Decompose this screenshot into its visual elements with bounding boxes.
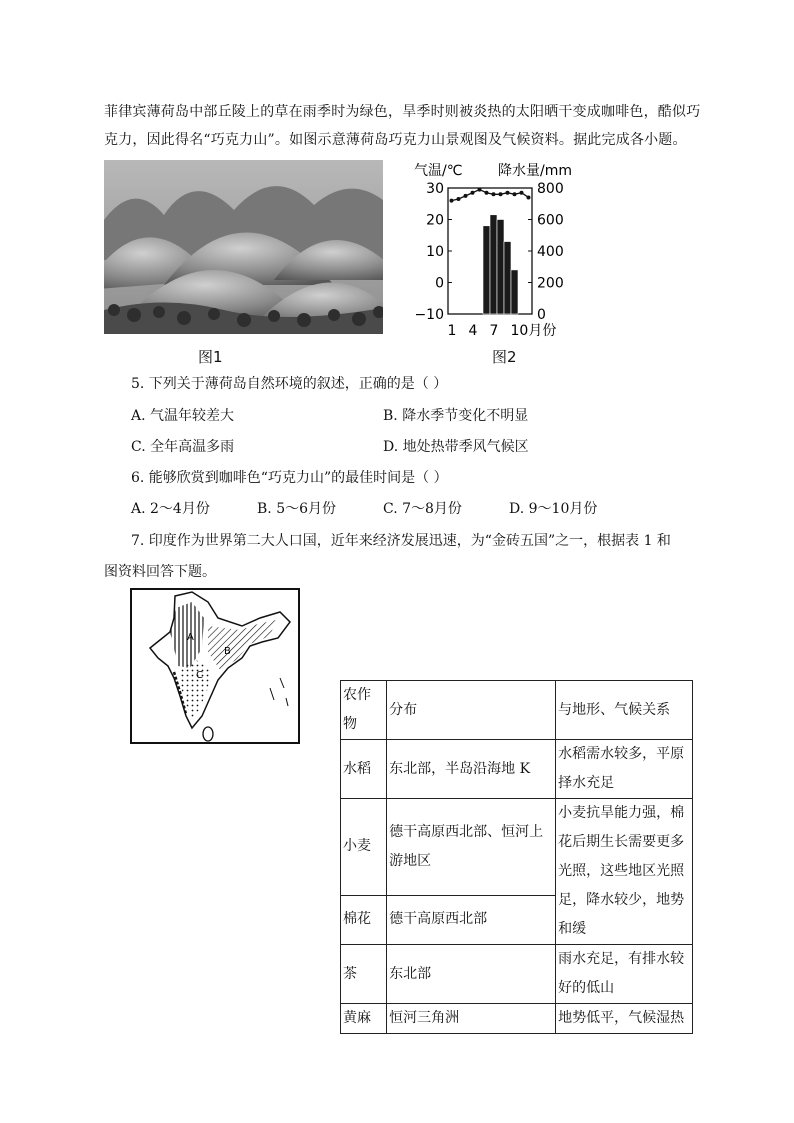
temperature-point [450, 199, 454, 203]
distribution-cell: 东北部，半岛沿海地 K [387, 740, 556, 799]
precipitation-axis-label: 降水量/mm [498, 163, 572, 179]
left-tick-label: 0 [435, 275, 444, 292]
relationship-cell: 小麦抗旱能力强，棉花后期生长需要更多光照，这些地区光照足，降水较少，地势和缓 [556, 799, 693, 945]
question-5-stem: 5. 下列关于薄荷岛自然环境的叙述，正确的是（ ） [131, 376, 448, 392]
left-tick-label: −10 [414, 307, 444, 323]
right-tick-labels [528, 181, 564, 323]
temperature-point [527, 195, 531, 199]
crop-cell: 黄麻 [341, 1004, 387, 1034]
question-7-line-1: 7. 印度作为世界第二大人口国，近年来经济发展迅速，为“金砖五国”之一，根据表 1 和 [131, 533, 671, 549]
temperature-point [478, 188, 482, 192]
header-crop: 农作物 [341, 681, 387, 740]
crop-table [340, 680, 693, 1034]
map-label-b: B [224, 646, 231, 657]
right-tick-label: 0 [537, 307, 546, 323]
q5-option-a[interactable]: A. 气温年较差大 [131, 408, 235, 424]
precipitation-bar [490, 215, 497, 314]
q6-option-c[interactable]: C. 7～8月份 [383, 501, 462, 517]
q5-option-d[interactable]: D. 地处热带季风气候区 [383, 439, 529, 455]
table-header-row [341, 681, 693, 740]
question-7-line-2: 图资料回答下题。 [104, 564, 216, 580]
right-tick-label: 800 [537, 181, 564, 197]
intro-line-2: 克力，因此得名“巧克力山”。如图示意薄荷岛巧克力山景观图及气候资料。据此完成各小题。 [104, 132, 687, 148]
q6-option-a[interactable]: A. 2～4月份 [131, 501, 210, 517]
precipitation-bars [483, 215, 518, 314]
crop-cell: 茶 [341, 945, 387, 1004]
crop-cell: 小麦 [341, 799, 387, 896]
temperature-point [464, 194, 468, 198]
climate-chart [410, 160, 590, 342]
crop-cell: 水稻 [341, 740, 387, 799]
q5-option-c[interactable]: C. 全年高温多雨 [131, 439, 235, 455]
map-label-c: C [196, 670, 203, 681]
temperature-point [513, 192, 517, 196]
chocolate-hills-photo [104, 160, 383, 334]
india-crop-map [130, 588, 300, 744]
crop-cell: 棉花 [341, 895, 387, 944]
temperature-point [457, 197, 461, 201]
precipitation-bar [483, 226, 490, 314]
left-tick-labels [414, 181, 452, 323]
x-tick-labels [448, 323, 557, 339]
x-tick-label: 7 [489, 323, 499, 339]
distribution-cell: 德干高原西北部 [387, 895, 556, 944]
q6-option-d[interactable]: D. 9～10月份 [509, 501, 598, 517]
table-row [341, 799, 693, 896]
relationship-cell: 地势低平，气候湿热 [556, 1004, 693, 1034]
x-tick-label: 1 [447, 323, 457, 339]
x-tick-label: 4 [468, 323, 478, 339]
intro-line-1: 菲律宾薄荷岛中部丘陵上的草在雨季时为绿色，旱季时则被炎热的太阳晒干变成咖啡色，酷似巧 [104, 104, 701, 120]
temperature-axis-label: 气温/℃ [414, 163, 463, 179]
figure-2-caption: 图2 [492, 348, 517, 366]
sri-lanka [203, 727, 213, 741]
q6-option-b[interactable]: B. 5～6月份 [257, 501, 337, 517]
temperature-point [471, 191, 475, 195]
temperature-point [520, 191, 524, 195]
temperature-point [506, 191, 510, 195]
figure-1-caption: 图1 [198, 348, 223, 366]
left-tick-label: 30 [426, 181, 444, 197]
distribution-cell: 恒河三角洲 [387, 1004, 556, 1034]
right-tick-label: 600 [537, 212, 564, 229]
left-tick-label: 20 [426, 212, 444, 229]
question-6-stem: 6. 能够欣赏到咖啡色“巧克力山”的最佳时间是（ ） [131, 470, 448, 486]
relationship-cell: 雨水充足，有排水较好的低山 [556, 945, 693, 1004]
left-tick-label: 10 [426, 244, 444, 260]
precipitation-bar [511, 270, 518, 314]
distribution-cell: 东北部 [387, 945, 556, 1004]
precipitation-bar [504, 242, 511, 314]
table-row [341, 945, 693, 1004]
hills-illustration [104, 160, 383, 334]
x-tick-label: 10月份 [510, 323, 557, 339]
temperature-line [450, 188, 531, 203]
table-row [341, 740, 693, 799]
temperature-point [492, 192, 496, 196]
relationship-cell: 水稻需水较多，平原择水充足 [556, 740, 693, 799]
precipitation-bar [497, 220, 504, 315]
map-label-a: A [187, 632, 194, 643]
header-distribution: 分布 [387, 681, 556, 740]
right-tick-label: 200 [537, 275, 564, 292]
temperature-point [499, 192, 503, 196]
temperature-curve [452, 190, 529, 201]
temperature-point [485, 191, 489, 195]
intro-paragraph [104, 98, 704, 154]
distribution-cell: 德干高原西北部、恒河上游地区 [387, 799, 556, 896]
right-tick-label: 400 [537, 244, 564, 260]
table-row [341, 1004, 693, 1034]
q5-option-b[interactable]: B. 降水季节变化不明显 [383, 408, 529, 424]
header-relationship: 与地形、气候关系 [556, 681, 693, 740]
